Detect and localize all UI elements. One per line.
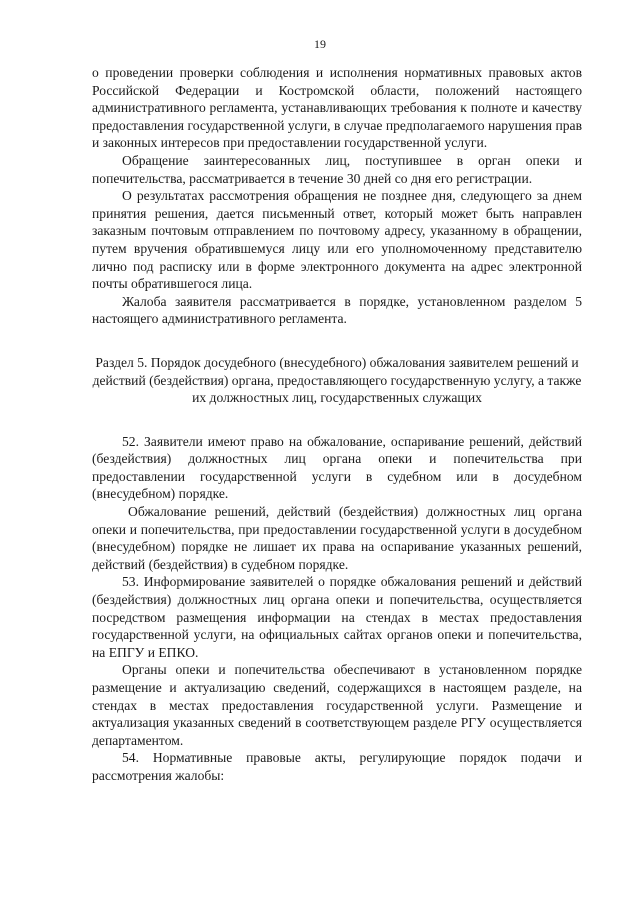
paragraph: о проведении проверки соблюдения и исполнения нормативных правовых актов Российской Федерации и Костромской области, положений настоящего административного регламента, устанавливающих требования к полноте и качеству предоставления государственной услуги, в случае предполагаемого нарушения прав и законных интересов при предоставлении государственной услуги. bbox=[92, 65, 582, 151]
paragraph: Обжалование решений, действий (бездействия) должностных лиц органа опеки и попечительства, при предоставлении государственной услуги в досудебном (внесудебном) порядке не лишает их права на оспаривание указанных решений, действий (бездействия) в судебном порядке. bbox=[92, 504, 582, 572]
paragraph: 54. Нормативные правовые акты, регулирующие порядок подачи и рассмотрения жалобы: bbox=[92, 750, 582, 783]
section-spacer bbox=[92, 407, 582, 433]
paragraph: 53. Информирование заявителей о порядке обжалования решений и действий (бездействия) должностных лиц органа опеки и попечительства, осуществляется посредством размещения информации на стендах в местах предоставления государственной услуги, на официальных сайтах органов опеки и попечительства, на ЕПГУ и ЕПКО. bbox=[92, 574, 582, 660]
section-title: Раздел 5. Порядок досудебного (внесудебного) обжалования заявителем решений и действий (бездействия) органа, предоставляющего государственную услугу, а также их должностных лиц, государственных служащих bbox=[92, 354, 582, 406]
paragraph: Органы опеки и попечительства обеспечивают в установленном порядке размещение и актуализацию сведений, содержащихся в настоящем разделе, на стендах в местах предоставления государственной услуги. Размещение и актуализация указанных сведений в соответствующем разделе РГУ осуществляется департаментом. bbox=[92, 662, 582, 748]
paragraph: О результатах рассмотрения обращения не позднее дня, следующего за днем принятия решения, дается письменный ответ, который может быть направлен заказным почтовым отправлением по почтовому адресу, указанному в обращении, путем вручения обратившемуся лицу или его уполномоченному представителю лично под расписку или в форме электронного документа на адрес электронной почты обратившегося лица. bbox=[92, 188, 582, 292]
paragraph: 52. Заявители имеют право на обжалование, оспаривание решений, действий (бездействия) должностных лиц органа опеки и попечительства при предоставлении государственной услуги в судебном или в досудебном (внесудебном) порядке. bbox=[92, 433, 582, 502]
document-body bbox=[92, 64, 582, 785]
paragraph: Обращение заинтересованных лиц, поступившее в орган опеки и попечительства, рассматривается в течение 30 дней со дня его регистрации. bbox=[92, 152, 582, 186]
paragraph: Жалоба заявителя рассматривается в порядке, установленном разделом 5 настоящего административного регламента. bbox=[92, 293, 582, 327]
page-number: 19 bbox=[314, 37, 326, 51]
